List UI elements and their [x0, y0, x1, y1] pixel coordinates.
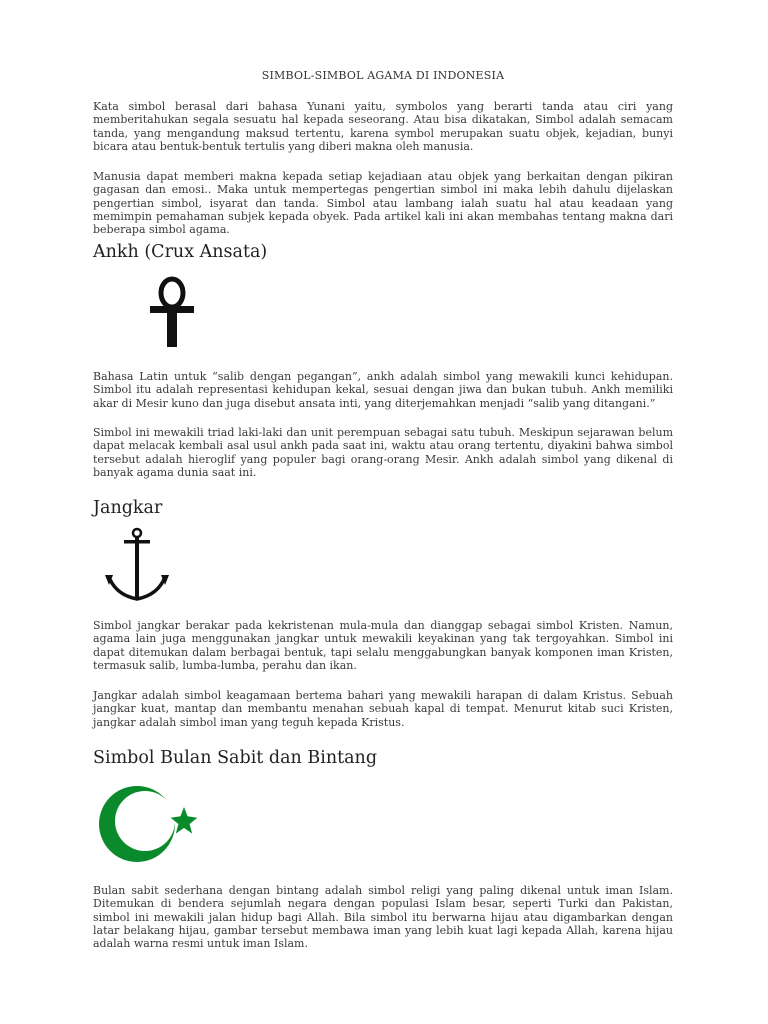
section-heading-anchor: Jangkar	[93, 498, 163, 518]
crescent-star-icon	[96, 784, 208, 864]
crescent-paragraph-1: Bulan sabit sederhana dengan bintang adalah simbol religi yang paling dikenal untuk iman Islam. Ditemukan di bendera sejumlah negara dengan populasi Islam besar, seperti Turki dan Pakistan, simbol ini mewakili jalan hidup bagi Allah. Bila simbol itu berwarna hijau atau digambarkan dengan latar belakang hijau, gambar tersebut membawa iman yang lebih kuat lagi kepada Allah, karena hijau adalah warna resmi untuk iman Islam.	[93, 884, 673, 951]
section-heading-ankh: Ankh (Crux Ansata)	[93, 242, 268, 262]
section-heading-crescent: Simbol Bulan Sabit dan Bintang	[93, 748, 378, 768]
ankh-paragraph-1: Bahasa Latin untuk “salib dengan pegangan”, ankh adalah simbol yang mewakili kunci kehidupan. Simbol itu adalah representasi kehidupan kekal, sesuai dengan jiwa dan bukan tubuh. Ankh memiliki akar di Mesir kuno dan juga disebut ansata inti, yang diterjemahkan menjadi “salib yang ditangani.”	[93, 370, 673, 410]
anchor-icon	[104, 527, 170, 603]
intro-paragraph-2: Manusia dapat memberi makna kepada setiap kejadiaan atau objek yang berkaitan dengan pikiran gagasan dan emosi.. Maka untuk mempertegas pengertian simbol ini maka lebih dahulu dijelaskan pengertian simbol, isyarat dan tanda. Simbol atau lambang ialah suatu hal atau keadaan yang memimpin pemahaman subjek kepada obyek. Pada artikel kali ini akan membahas tentang makna dari beberapa simbol agama.	[93, 170, 673, 237]
ankh-paragraph-2: Simbol ini mewakili triad laki-laki dan unit perempuan sebagai satu tubuh. Meskipun sejarawan belum dapat melacak kembali asal usul ankh pada saat ini, waktu atau orang tertentu, diyakini bahwa simbol tersebut adalah hieroglif yang populer bagi orang-orang Mesir. Ankh adalah simbol yang dikenal di banyak agama dunia saat ini.	[93, 426, 673, 479]
ankh-icon	[146, 276, 198, 348]
anchor-paragraph-1: Simbol jangkar berakar pada kekristenan mula-mula dan dianggap sebagai simbol Kristen. Namun, agama lain juga menggunakan jangkar untuk mewakili keyakinan yang tak tergoyahkan. Simbol ini dapat ditemukan dalam berbagai bentuk, tapi selalu menggabungkan banyak komponen iman Kristen, termasuk salib, lumba-lumba, perahu dan ikan.	[93, 619, 673, 672]
document-title: SIMBOL-SIMBOL AGAMA DI INDONESIA	[261, 69, 505, 82]
intro-paragraph-1: Kata simbol berasal dari bahasa Yunani yaitu, symbolos yang berarti tanda atau ciri yang memberitahukan segala sesuatu hal kepada seseorang. Atau bisa dikatakan, Simbol adalah semacam tanda, yang mengandung maksud tertentu, karena symbol merupakan suatu objek, kejadian, bunyi bicara atau bentuk-bentuk tertulis yang diberi makna oleh manusia.	[93, 100, 673, 153]
anchor-paragraph-2: Jangkar adalah simbol keagamaan bertema bahari yang mewakili harapan di dalam Kristus. Sebuah jangkar kuat, mantap dan membantu menahan sebuah kapal di tempat. Menurut kitab suci Kristen, jangkar adalah simbol iman yang teguh kepada Kristus.	[93, 689, 673, 729]
